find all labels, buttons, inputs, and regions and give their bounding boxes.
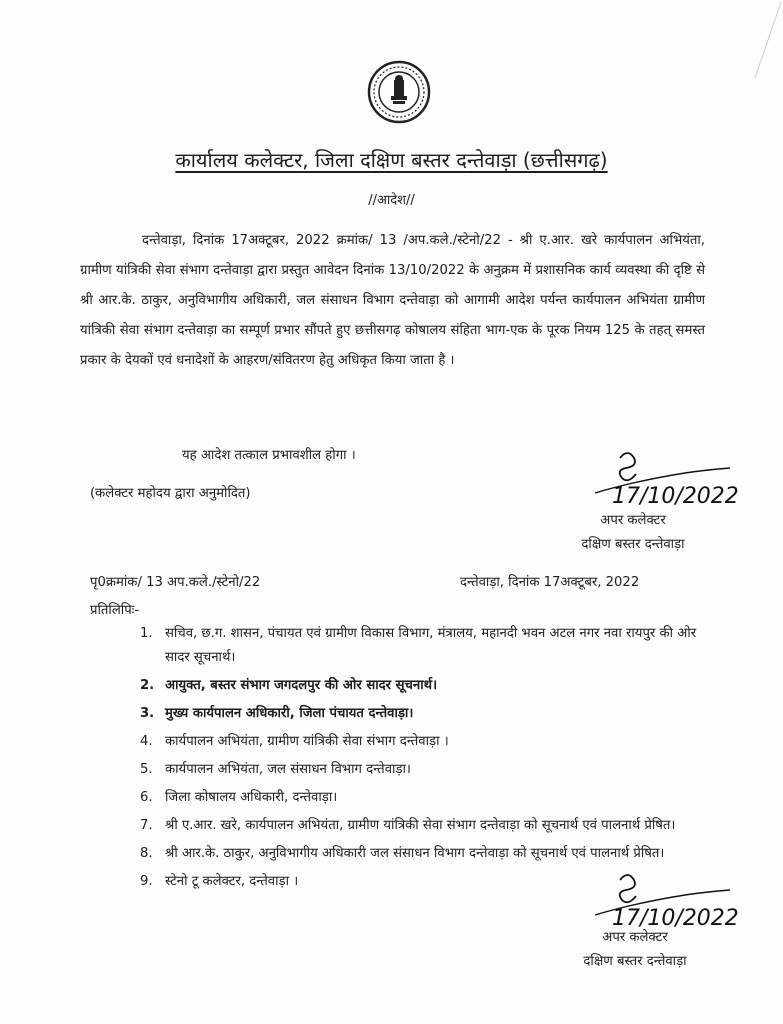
state-emblem-seal-icon xyxy=(367,60,431,124)
signatory-designation-1: अपर कलेक्टर xyxy=(600,513,666,528)
signature-mark-1 xyxy=(590,448,740,510)
list-item: 4. कार्यपालन अभियंता, ग्रामीण यांत्रिकी सेवा संभाग दन्तेवाड़ा । xyxy=(140,734,449,749)
copy-heading: प्रतिलिपिः- xyxy=(90,603,140,618)
effective-line: यह आदेश तत्काल प्रभावशील होगा । xyxy=(182,448,356,463)
signatory-place-2: दक्षिण बस्तर दन्तेवाड़ा xyxy=(583,954,687,969)
list-item: 2. आयुक्त, बस्तर संभाग जगदलपुर की ओर सादर सूचनार्थ। xyxy=(140,678,438,693)
signature-block-1 xyxy=(548,509,718,557)
endorsement-memo-number: पृ0क्रमांक/ 13 अप.कले./स्टेनो/22 xyxy=(90,575,261,590)
list-item: 9. स्टेनो टू कलेक्टर, दन्तेवाड़ा । xyxy=(140,874,299,889)
signatory-designation-2: अपर कलेक्टर xyxy=(602,930,668,945)
signature-block-2 xyxy=(550,926,720,974)
signatory-place-1: दक्षिण बस्तर दन्तेवाड़ा xyxy=(581,537,685,552)
scan-edge-mark xyxy=(753,0,783,80)
copy-list xyxy=(140,622,700,898)
list-item: 1. सचिव, छ.ग. शासन, पंचायत एवं ग्रामीण विकास विभाग, मंत्रालय, महानदी भवन अटल नगर नवा रायपुर की ओर सादर सूचनार्थ। xyxy=(140,626,697,665)
endorsement-date: दन्तेवाड़ा, दिनांक 17अक्टूबर, 2022 xyxy=(460,575,640,590)
list-item: 7. श्री ए.आर. खरे, कार्यपालन अभियंता, ग्रामीण यांत्रिकी सेवा संभाग दन्तेवाड़ा को सूचनार्थ एवं पालनार्थ प्रेषित। xyxy=(140,818,676,833)
signature-mark-2 xyxy=(590,870,740,932)
signature-date-2: 17/10/2022 xyxy=(612,906,739,931)
order-label: //आदेश// xyxy=(368,193,415,208)
approval-note: (कलेक्टर महोदय द्वारा अनुमोदित) xyxy=(90,486,251,501)
list-item: 5. कार्यपालन अभियंता, जल संसाधन विभाग दन्तेवाड़ा। xyxy=(140,762,411,777)
list-item: 6. जिला कोषालय अधिकारी, दन्तेवाड़ा। xyxy=(140,790,338,805)
list-item: 8. श्री आर.के. ठाकुर, अनुविभागीय अधिकारी जल संसाधन विभाग दन्तेवाड़ा को सूचनार्थ एवं पालनार्थ प्रेषित। xyxy=(140,846,665,861)
order-paragraph: दन्तेवाड़ा, दिनांक 17अक्टूबर, 2022 क्रमांक/ 13 /अप.कले./स्टेनो/22 - श्री ए.आर. खरे कार्यपालन अभियंता, ग्रामीण यांत्रिकी सेवा संभाग दन्तेवाड़ा द्वारा प्रस्तुत आवेदन दिनांक 13/10/2022 के अनुक्रम में प्रशासनिक कार्य व्यवस्था की दृष्टि से श्री आर.के. ठाकुर, अनुविभागीय अधिकारी, जल संसाधन विभाग दन्तेवाड़ा को आगामी आदेश पर्यन्त कार्यपालन अभियंता ग्रामीण यांत्रिकी सेवा संभाग दन्तेवाड़ा का सम्पूर्ण प्रभार सौंपते हुए छत्तीसगढ़ कोषालय संहिता भाग-एक के पूरक नियम 125 के तहत् समस्त प्रकार के देयकों एवं धनादेशों के आहरण/संवितरण हेतु अधिकृत किया जाता है । xyxy=(80,233,705,368)
list-item: 3. मुख्य कार्यपालन अधिकारी, जिला पंचायत दन्तेवाड़ा। xyxy=(140,706,414,721)
signature-date-1: 17/10/2022 xyxy=(612,484,739,509)
office-title: कार्यालय कलेक्टर, जिला दक्षिण बस्तर दन्तेवाड़ा (छत्तीसगढ़) xyxy=(175,148,608,172)
